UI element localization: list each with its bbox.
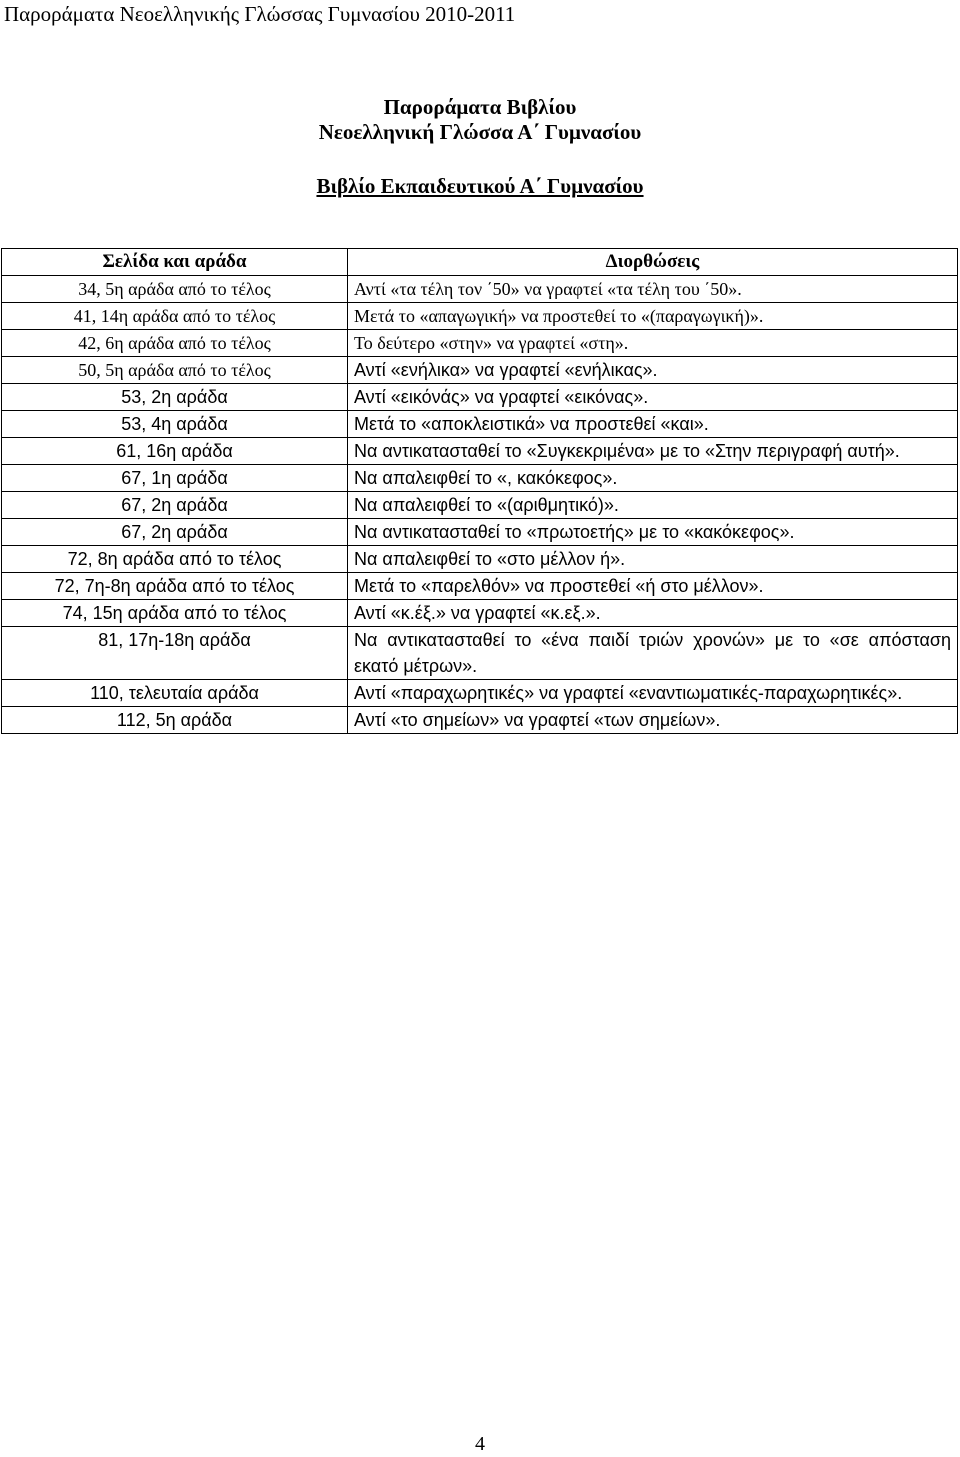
cell-correction: Να αντικατασταθεί το «Συγκεκριμένα» με το «Στην περιγραφή αυτή». (348, 438, 958, 465)
table-row (2, 600, 958, 627)
cell-location: 81, 17η-18η αράδα (2, 627, 348, 680)
cell-correction: Αντί «παραχωρητικές» να γραφτεί «εναντιωματικές-παραχωρητικές». (348, 680, 958, 707)
table-row (2, 680, 958, 707)
cell-location: 61, 16η αράδα (2, 438, 348, 465)
cell-location: 67, 1η αράδα (2, 465, 348, 492)
running-header: Παροράματα Νεοελληνικής Γλώσσας Γυμνασίου 2010-2011 (4, 2, 516, 26)
column-header-corrections: Διορθώσεις (348, 249, 958, 276)
cell-location: 67, 2η αράδα (2, 519, 348, 546)
table-row (2, 573, 958, 600)
page-number: 4 (475, 1433, 485, 1455)
cell-location: 72, 8η αράδα από το τέλος (2, 546, 348, 573)
document-subtitle: Νεοελληνική Γλώσσα Α΄ Γυμνασίου (318, 120, 642, 144)
cell-correction: Αντί «κ.έξ.» να γραφτεί «κ.εξ.». (348, 600, 958, 627)
cell-correction: Μετά το «παρελθόν» να προστεθεί «ή στο μέλλον». (348, 573, 958, 600)
cell-location: 50, 5η αράδα από το τέλος (2, 357, 348, 384)
table-row (2, 411, 958, 438)
cell-location: 42, 6η αράδα από το τέλος (2, 330, 348, 357)
cell-location: 112, 5η αράδα (2, 707, 348, 734)
cell-correction: Να απαλειφθεί το «(αριθμητικό)». (348, 492, 958, 519)
table-row (2, 519, 958, 546)
table-row (2, 276, 958, 303)
cell-location: 74, 15η αράδα από το τέλος (2, 600, 348, 627)
cell-location: 72, 7η-8η αράδα από το τέλος (2, 573, 348, 600)
cell-correction: Αντί «τα τέλη τον ΄50» να γραφτεί «τα τέλη του ΄50». (348, 276, 958, 303)
cell-correction: Να αντικατασταθεί το «ένα παιδί τριών χρονών» με το «σε απόσταση εκατό μέτρων». (348, 627, 958, 680)
cell-location: 53, 2η αράδα (2, 384, 348, 411)
cell-location: 53, 4η αράδα (2, 411, 348, 438)
document-title: Παροράματα Βιβλίου (383, 95, 577, 119)
table-row (2, 330, 958, 357)
cell-correction: Αντί «το σημείων» να γραφτεί «των σημείων». (348, 707, 958, 734)
section-title: Βιβλίο Εκπαιδευτικού Α΄ Γυμνασίου (316, 174, 644, 198)
cell-correction: Μετά το «απαγωγική» να προστεθεί το «(παραγωγική)». (348, 303, 958, 330)
cell-location: 34, 5η αράδα από το τέλος (2, 276, 348, 303)
table-row (2, 465, 958, 492)
table-header-row (2, 249, 958, 276)
cell-correction: Να αντικατασταθεί το «πρωτοετής» με το «κακόκεφος». (348, 519, 958, 546)
table-row (2, 357, 958, 384)
table-row (2, 303, 958, 330)
cell-correction: Αντί «εικόνάς» να γραφτεί «εικόνας». (348, 384, 958, 411)
table-row (2, 707, 958, 734)
table-row (2, 627, 958, 680)
table-row (2, 546, 958, 573)
errata-table (1, 248, 958, 734)
column-header-location: Σελίδα και αράδα (2, 249, 348, 276)
cell-correction: Μετά το «αποκλειστικά» να προστεθεί «και». (348, 411, 958, 438)
cell-correction: Να απαλειφθεί το «, κακόκεφος». (348, 465, 958, 492)
cell-location: 110, τελευταία αράδα (2, 680, 348, 707)
table-row (2, 438, 958, 465)
cell-location: 41, 14η αράδα από το τέλος (2, 303, 348, 330)
cell-location: 67, 2η αράδα (2, 492, 348, 519)
cell-correction: Αντί «ενήλικα» να γραφτεί «ενήλικας». (348, 357, 958, 384)
cell-correction: Να απαλειφθεί το «στο μέλλον ή». (348, 546, 958, 573)
table-row (2, 384, 958, 411)
table-row (2, 492, 958, 519)
cell-correction: Το δεύτερο «στην» να γραφτεί «στη». (348, 330, 958, 357)
